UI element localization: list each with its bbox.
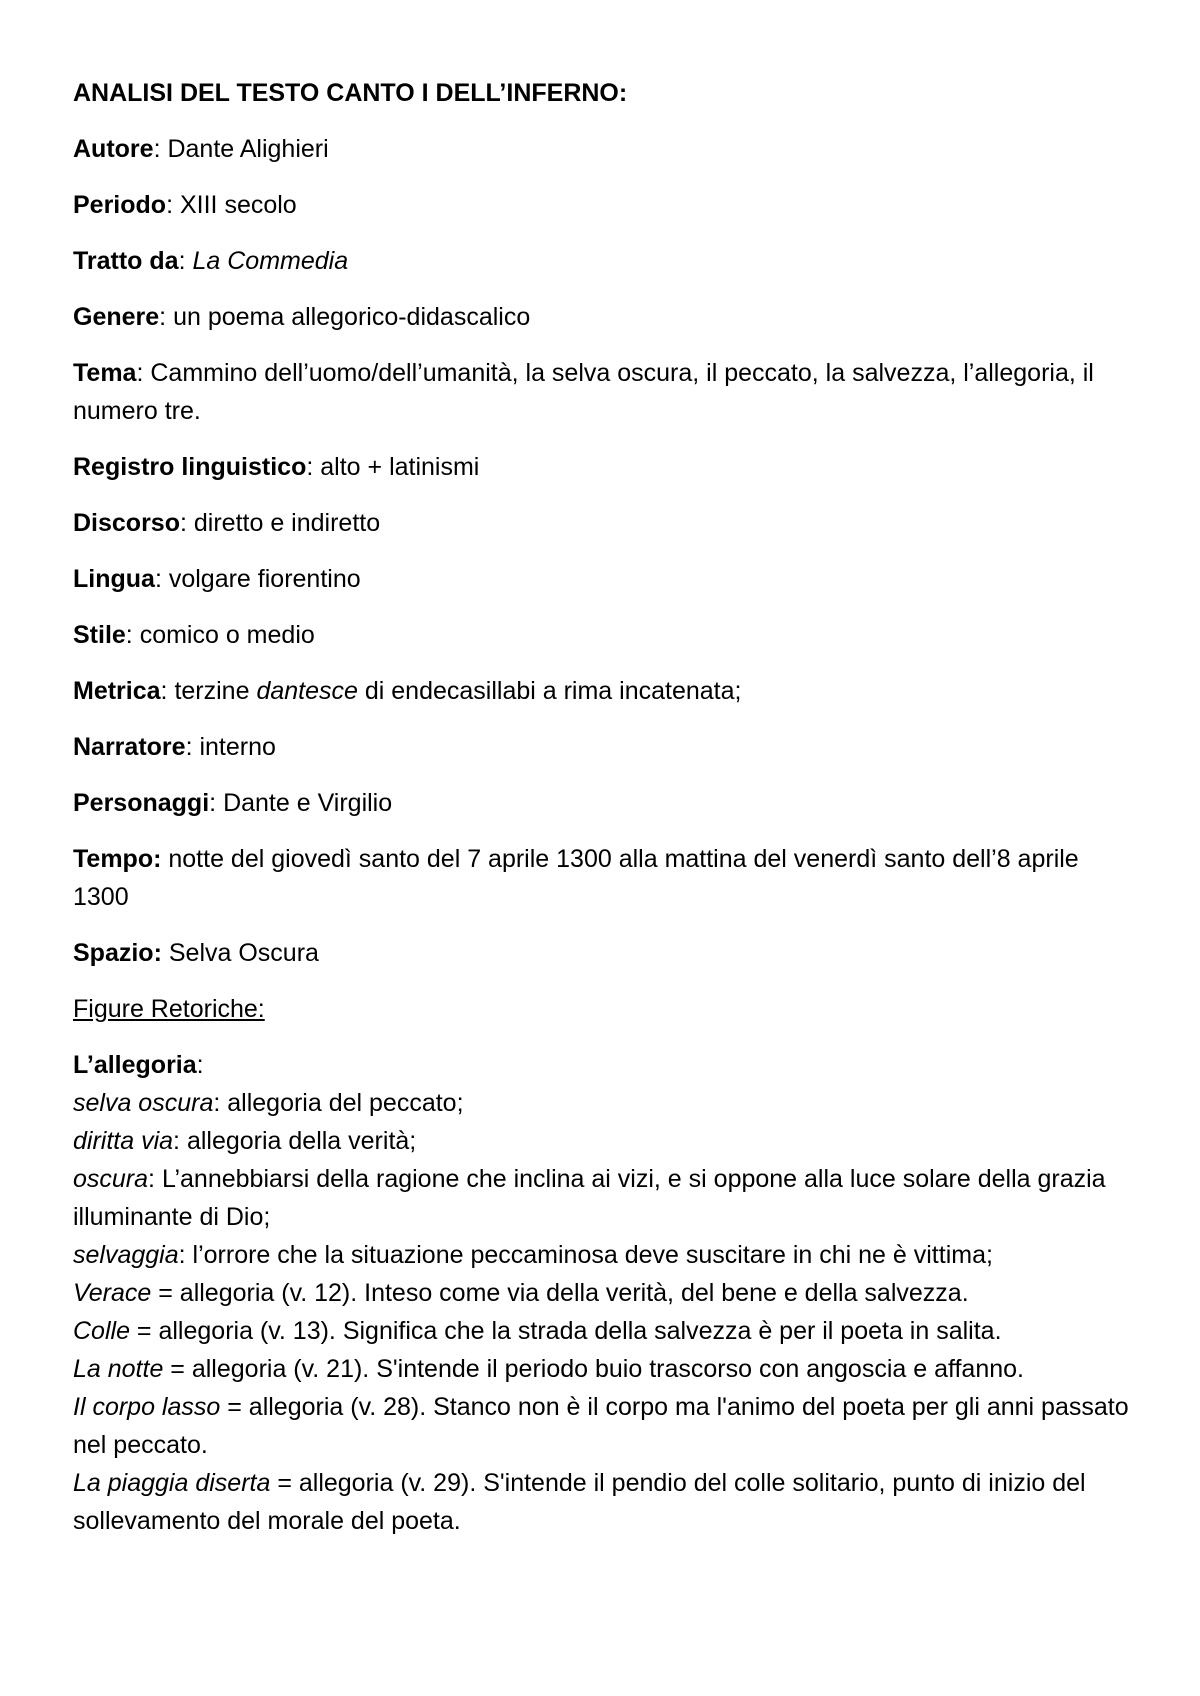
document-page [73, 74, 1133, 1540]
field-narratore [73, 728, 1133, 766]
field-value: interno [199, 733, 276, 761]
field-lingua [73, 560, 1133, 598]
field-autore [73, 130, 1133, 168]
field-separator: : [154, 565, 169, 593]
field-separator: : [179, 509, 194, 537]
field-genere [73, 298, 1133, 336]
allegory-term: La notte [73, 1355, 164, 1383]
field-separator: : [160, 677, 175, 705]
field-value: un poema allegorico-didascalico [173, 303, 531, 331]
field-label: Personaggi [73, 789, 210, 817]
allegory-entry [73, 1464, 1133, 1540]
field-label: Genere [73, 303, 160, 331]
field-registro-linguistico [73, 448, 1133, 486]
allegory-term: selva oscura [73, 1089, 214, 1117]
allegory-heading-separator: : [196, 1051, 204, 1079]
field-value: Dante e Virgilio [223, 789, 393, 817]
allegory-entry [73, 1236, 1133, 1274]
allegory-text: : L’annebbiarsi della ragione che inclina ai vizi, e si oppone alla luce solare della grazia illuminante di Dio; [73, 1165, 1106, 1231]
field-separator: : [185, 733, 200, 761]
allegory-text: : allegoria del peccato; [213, 1089, 464, 1117]
field-value-italic: dantesce [256, 677, 358, 705]
field-label: Stile [73, 621, 126, 649]
field-value: volgare fiorentino [168, 565, 361, 593]
field-value: Selva Oscura [168, 939, 319, 967]
allegory-entry [73, 1160, 1133, 1236]
field-separator: : [166, 191, 180, 219]
field-separator: : [153, 135, 168, 163]
field-value: Dante Alighieri [167, 135, 329, 163]
field-tratto-da [73, 242, 1133, 280]
field-separator: : [136, 359, 151, 387]
field-value: XIII secolo [179, 191, 297, 219]
allegory-entry [73, 1122, 1133, 1160]
field-label: Periodo [73, 191, 167, 219]
document-title: ANALISI DEL TESTO CANTO I DELL’INFERNO: [73, 79, 628, 107]
field-personaggi [73, 784, 1133, 822]
allegory-heading-text: L’allegoria [73, 1051, 197, 1079]
allegory-heading [73, 1046, 1133, 1084]
field-label: Lingua [73, 565, 155, 593]
field-label: Spazio: [73, 939, 162, 967]
allegory-text: = allegoria (v. 28). Stanco non è il corpo ma l'animo del poeta per gli anni passato nel peccato. [73, 1393, 1129, 1459]
field-tema [73, 354, 1133, 430]
field-value: alto + latinismi [320, 453, 480, 481]
field-label: Discorso [73, 509, 180, 537]
allegory-entry [73, 1388, 1133, 1464]
allegory-text: = allegoria (v. 12). Inteso come via della verità, del bene e della salvezza. [151, 1279, 969, 1307]
field-spazio [73, 934, 1133, 972]
allegory-text: : allegoria della verità; [173, 1127, 417, 1155]
allegory-entry [73, 1312, 1133, 1350]
field-stile [73, 616, 1133, 654]
allegory-text: = allegoria (v. 21). S'intende il periodo buio trascorso con angoscia e affanno. [163, 1355, 1024, 1383]
field-separator: : [209, 789, 224, 817]
field-label: Autore [73, 135, 154, 163]
field-value: Cammino dell’uomo/dell’umanità, la selva oscura, il peccato, la salvezza, l’allegoria, il numero tre. [73, 359, 1094, 425]
field-tempo [73, 840, 1133, 916]
field-value-pre: terzine [174, 677, 257, 705]
allegory-term: La piaggia diserta [73, 1469, 271, 1497]
section-heading-figure-retoriche: Figure Retoriche: [73, 995, 265, 1023]
allegory-term: Verace [73, 1279, 152, 1307]
allegory-text: : l’orrore che la situazione peccaminosa deve suscitare in chi ne è vittima; [178, 1241, 993, 1269]
allegory-text: = allegoria (v. 13). Significa che la strada della salvezza è per il poeta in salita. [129, 1317, 1002, 1345]
allegory-entry [73, 1274, 1133, 1312]
field-metrica [73, 672, 1133, 710]
field-separator: : [306, 453, 321, 481]
field-value: La Commedia [192, 247, 349, 275]
field-label: Registro linguistico [73, 453, 307, 481]
field-separator: : [125, 621, 140, 649]
field-value: comico o medio [139, 621, 315, 649]
field-label: Tratto da [73, 247, 179, 275]
field-periodo [73, 186, 1133, 224]
allegory-term: Il corpo lasso [73, 1393, 221, 1421]
field-value: diretto e indiretto [193, 509, 381, 537]
field-discorso [73, 504, 1133, 542]
field-separator: : [178, 247, 193, 275]
allegory-term: selvaggia [73, 1241, 179, 1269]
field-value-post: di endecasillabi a rima incatenata; [357, 677, 742, 705]
field-label: Tempo: [73, 845, 162, 873]
allegory-entry [73, 1084, 1133, 1122]
allegory-term: Colle [73, 1317, 130, 1345]
field-label: Tema [73, 359, 137, 387]
field-separator [162, 939, 169, 967]
field-value: notte del giovedì santo del 7 aprile 1300 alla mattina del venerdì santo dell’8 aprile 1300 [73, 845, 1079, 911]
allegory-term: oscura [73, 1165, 149, 1193]
allegory-term: diritta via [73, 1127, 174, 1155]
allegory-entry [73, 1350, 1133, 1388]
field-label: Narratore [73, 733, 186, 761]
allegory-section [73, 1046, 1133, 1540]
field-separator: : [159, 303, 174, 331]
field-label: Metrica [73, 677, 161, 705]
allegory-text: = allegoria (v. 29). S'intende il pendio del colle solitario, punto di inizio del sollevamento del morale del poeta. [73, 1469, 1086, 1535]
